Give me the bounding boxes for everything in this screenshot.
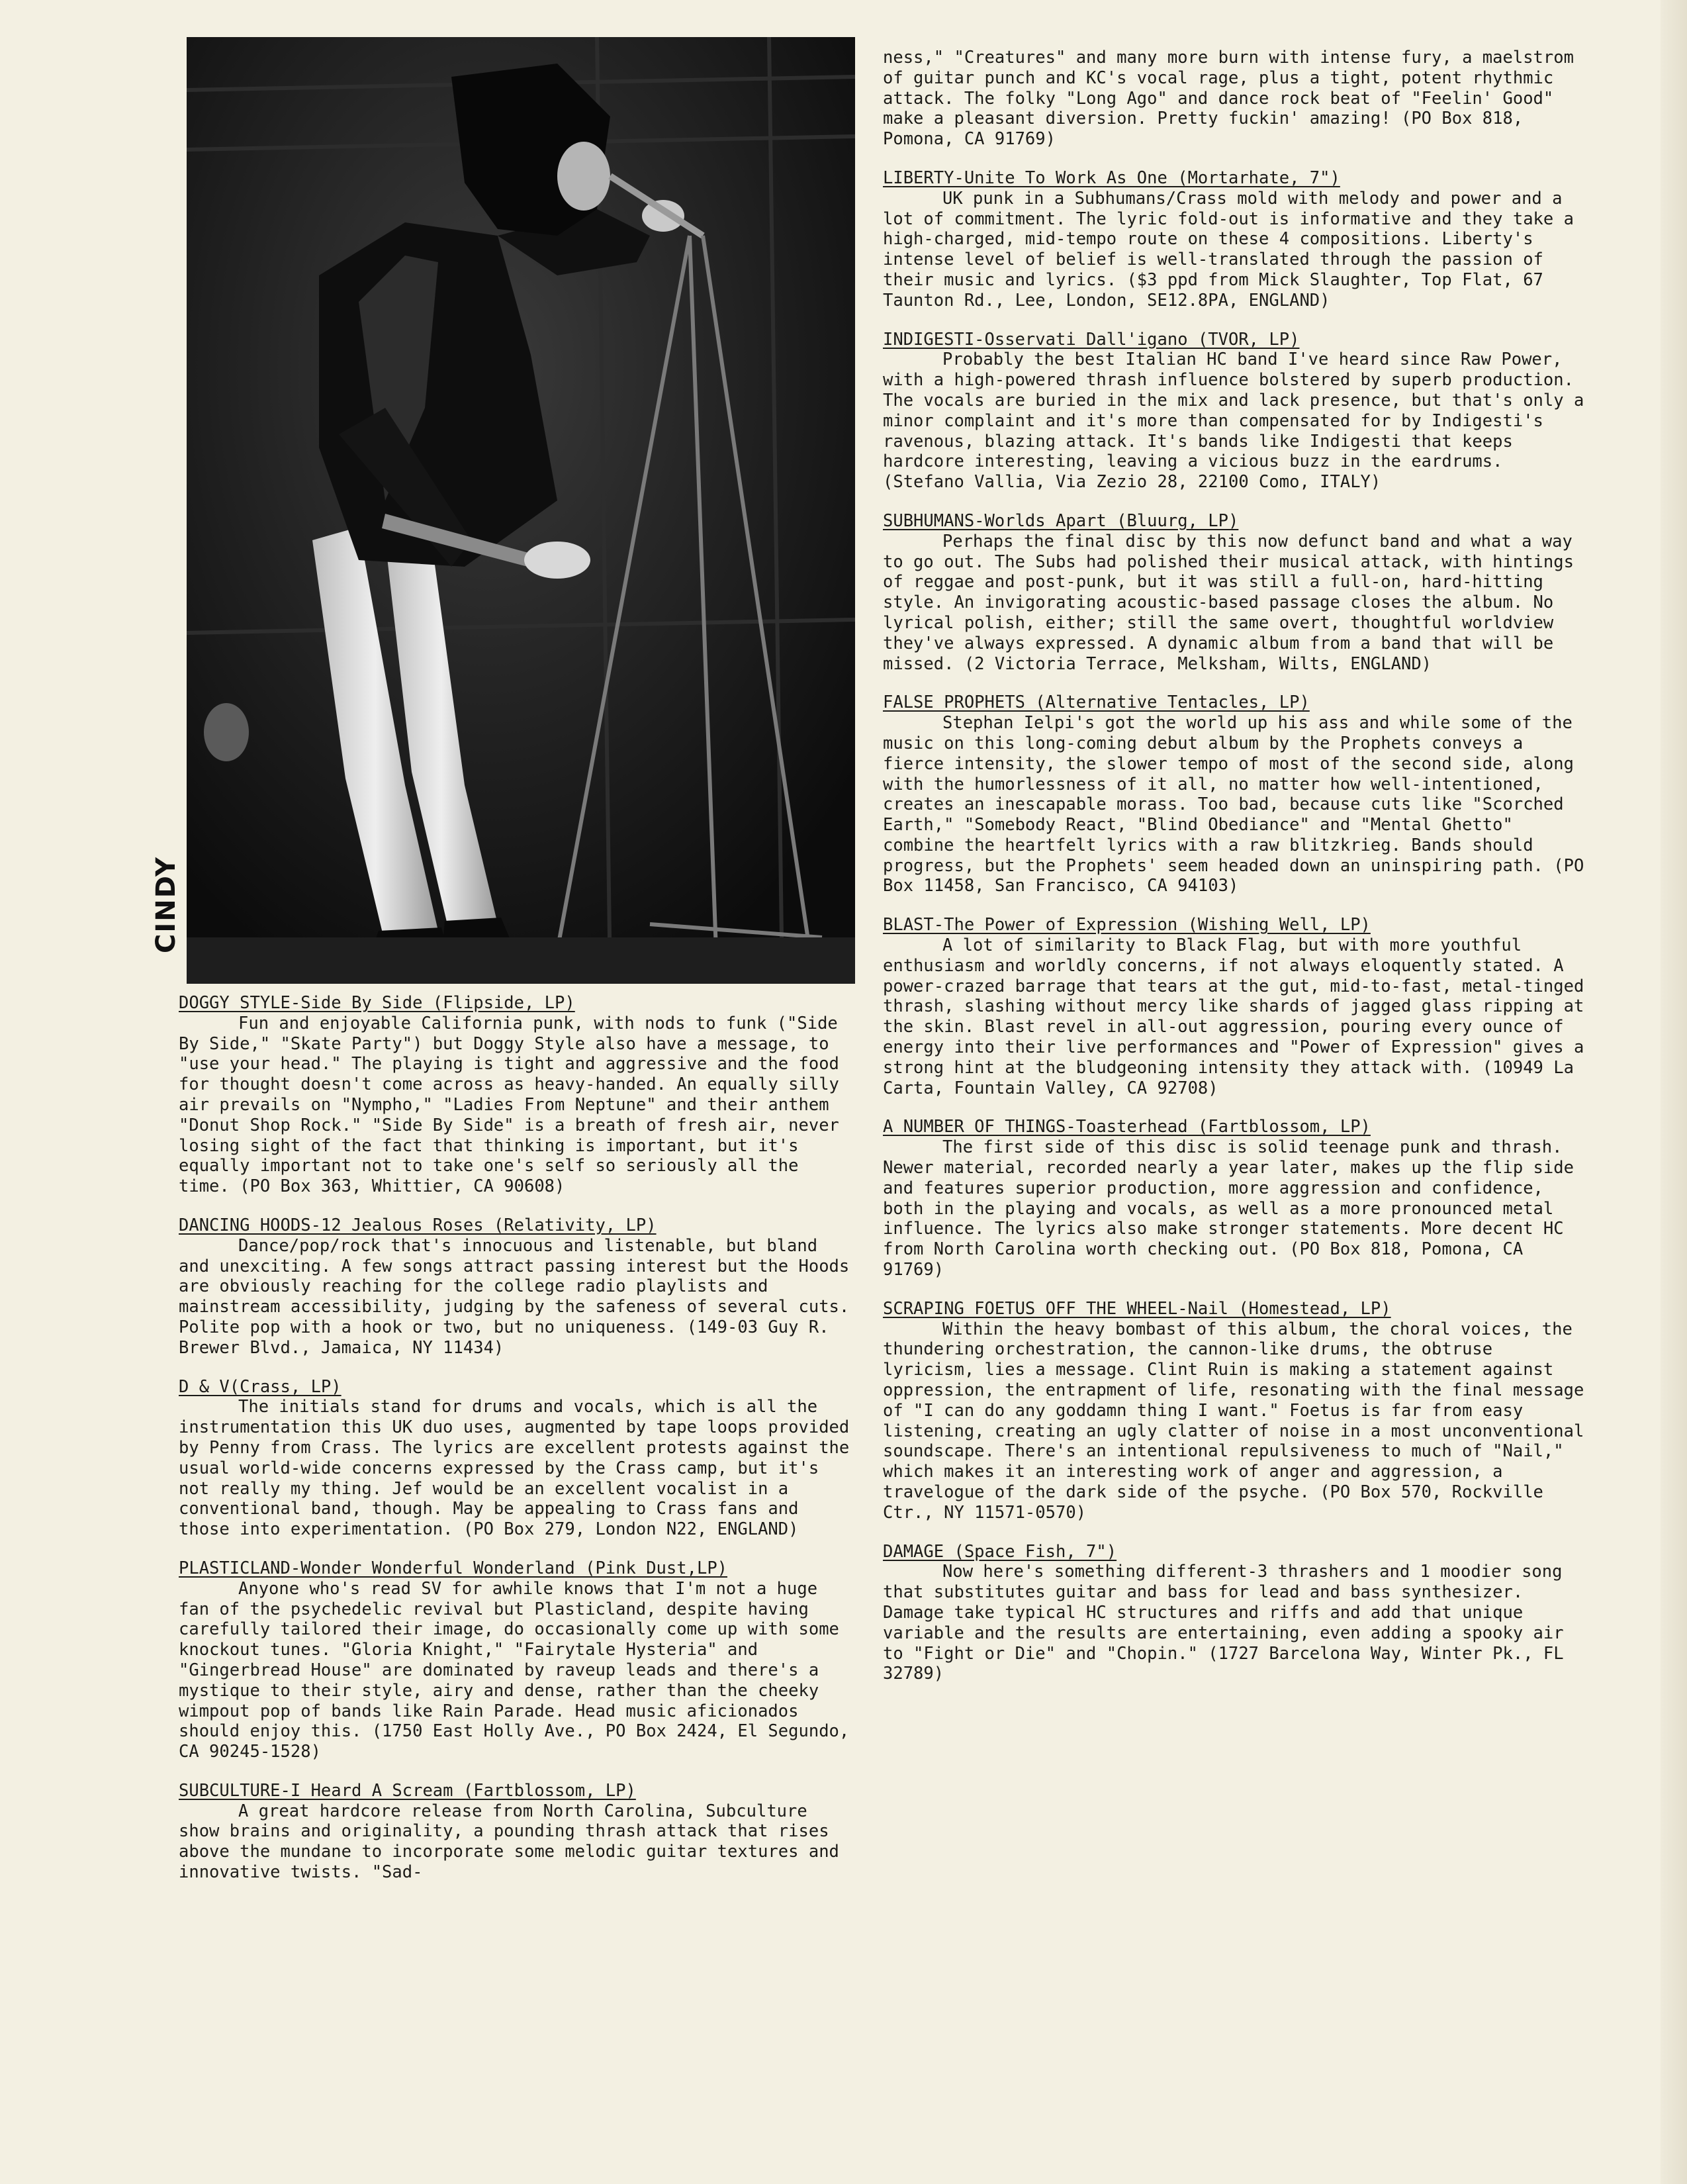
review-body: Fun and enjoyable California punk, with nods to funk ("Side By Side," "Skate Party") but Doggy Style also have a message, to "use your head." The playing is tight and aggressive and the food for thought doesn't come across as heavy-handed. An equally silly air prevails on "Nympho," "Ladies From Neptune" and their anthem "Donut Shop Rock." "Side By Side" is a breath of fresh air, never losing sight of the fact that thinking is important, but it's equally important not to take one's self so seriously all the time. (PO Box 363, Whittier, CA 90608): [179, 1013, 839, 1197]
review-body: The initials stand for drums and vocals, which is all the instrumentation this UK duo uses, augmented by tape loops provided by Penny from Crass. The lyrics are excellent protests against the usual world-wide concerns expressed by the Crass camp, but it's not really my thing. Jef would be an excellent vocalist in a conventional band, though. May be appealing to Crass fans and those into experimentation. (PO Box 279, London N22, ENGLAND): [179, 1397, 850, 1540]
review-subhumans: [883, 511, 1584, 674]
review-body: Anyone who's read SV for awhile knows that I'm not a huge fan of the psychedelic revival but Plasticland, despite having carefully tailored their image, do occasionally come up with some knockout tunes. "Gloria Knight," "Fairytale Hysteria" and "Gingerbread House" are dominated by raveup leads and there's a mystique to their style, airy and dense, rather than the cheeky wimpout pop of bands like Rain Parade. Head music aficionados should enjoy this. (1750 East Holly Ave., PO Box 2424, El Segundo, CA 90245-1528): [179, 1578, 850, 1762]
review-plasticland: [179, 1558, 854, 1762]
photo-credit: CINDY: [151, 856, 181, 953]
review-body: Within the heavy bombast of this album, the choral voices, the thundering orchestration, the cannon-like drums, the obtruse lyricism, lies a message. Clint Ruin is making a statement against oppression, the entrapment of life, resonating with the final message of "I can do any goddamn thing I want." Foetus is far from easy listening, creating an ugly clatter of noise in a most unconventional soundscape. There's an intentional repulsiveness to much of "Nail," which makes it an interesting work of anger and aggression, a travelogue of the dark side of the psyche. (PO Box 570, Rockville Ctr., NY 11571-0570): [883, 1319, 1584, 1523]
review-scraping-foetus: [883, 1299, 1584, 1523]
review-false-prophets: [883, 692, 1584, 896]
review-heading: SUBHUMANS-Worlds Apart (Bluurg, LP): [883, 510, 1239, 531]
review-subculture-continued: [883, 48, 1584, 150]
review-heading: SCRAPING FOETUS OFF THE WHEEL-Nail (Homestead, LP): [883, 1298, 1391, 1319]
page-edge: [1661, 0, 1687, 2184]
review-body: Now here's something different-3 thrashers and 1 moodier song that substitutes guitar and bass for lead and bass synthesizer. Damage take typical HC structures and riffs and add that unique variable and the results are entertaining, even adding a spooky air to "Fight or Die" and "Chopin." (1727 Barcelona Way, Winter Pk., FL 32789): [883, 1562, 1564, 1684]
review-heading: DANCING HOODS-12 Jealous Roses (Relativity, LP): [179, 1215, 657, 1235]
review-body: ness," "Creatures" and many more burn with intense fury, a maelstrom of guitar punch and KC's vocal rage, plus a tight, potent rhythmic attack. The folky "Long Ago" and dance rock beat of "Feelin' Good" make a pleasant diversion. Pretty fuckin' amazing! (PO Box 818, Pomona, CA 91769): [883, 48, 1574, 150]
review-doggy-style: [179, 993, 854, 1197]
review-body: Stephan Ielpi's got the world up his ass and while some of the music on this long-coming debut album by the Prophets conveys a fierce intensity, the slower tempo of most of the second side, along with the humorlessness of it all, no matter how well-intentioned, creates an inescapable morass. Too bad, because cuts like "Scorched Earth," "Somebody React, "Blind Obediance" and "Mental Ghetto" combine the heartfelt lyrics with a raw blitzkrieg. Bands should progress, but the Prophets' seem headed down an uninspiring path. (PO Box 11458, San Francisco, CA 94103): [883, 713, 1584, 896]
review-heading: FALSE PROPHETS (Alternative Tentacles, LP): [883, 692, 1310, 713]
review-heading: INDIGESTI-Osservati Dall'igano (TVOR, LP): [883, 329, 1300, 350]
review-body: A lot of similarity to Black Flag, but with more youthful enthusiasm and worldly concerns, if not always eloquently stated. A power-crazed barrage that tears at the gut, mid-to-fast, metal-tinged thrash, slashing without mercy like shards of jagged glass ripping at the skin. Blast revel in all-out aggression, pouring every ounce of energy into their live performances and "Power of Expression" gives a strong hint at the bludgeoning intensity they attack with. (10949 La Carta, Fountain Valley, CA 92708): [883, 935, 1584, 1098]
review-a-number-of-things: [883, 1117, 1584, 1280]
concert-photo: [187, 37, 855, 984]
reviews-column-left: [179, 993, 854, 1901]
review-damage: [883, 1542, 1584, 1685]
review-heading: DAMAGE (Space Fish, 7"): [883, 1541, 1117, 1562]
review-indigesti: [883, 330, 1584, 493]
review-heading: D & V(Crass, LP): [179, 1376, 342, 1397]
review-dancing-hoods: [179, 1215, 854, 1358]
review-body: UK punk in a Subhumans/Crass mold with melody and power and a lot of commitment. The lyric fold-out is informative and they take a high-charged, mid-tempo route on these 4 compositions. Liberty's intense level of belief is well-translated through the passion of their music and lyrics. ($3 ppd from Mick Slaughter, Top Flat, 67 Taunton Rd., Lee, London, SE12.8PA, ENGLAND): [883, 188, 1574, 310]
review-heading: A NUMBER OF THINGS-Toasterhead (Fartblossom, LP): [883, 1117, 1371, 1137]
review-body: A great hardcore release from North Carolina, Subculture show brains and originality, a pounding thrash attack that rises above the mundane to incorporate some melodic guitar textures and innovative twists. "Sad-: [179, 1801, 839, 1883]
review-blast: [883, 915, 1584, 1098]
review-heading: SUBCULTURE-I Heard A Scream (Fartblossom, LP): [179, 1780, 636, 1801]
review-heading: BLAST-The Power of Expression (Wishing Well, LP): [883, 915, 1371, 935]
review-body: Perhaps the final disc by this now defunct band and what a way to go out. The Subs had polished their musical attack, with hintings of reggae and post-punk, but it was still a full-on, hard-hitting style. An invigorating acoustic-based passage closes the album. No lyrical polish, either; still the same overt, thoughtful worldview they've always expressed. A dynamic album from a band that will be missed. (2 Victoria Terrace, Melksham, Wilts, ENGLAND): [883, 531, 1574, 674]
review-body: Probably the best Italian HC band I've heard since Raw Power, with a high-powered thrash influence bolstered by superb production. The vocals are buried in the mix and lack presence, but that's only a minor complaint and it's more than compensated for by Indigesti's ravenous, blazing attack. It's bands like Indigesti that keeps hardcore interesting, leaving a vicious buzz in the eardrums. (Stefano Vallia, Via Zezio 28, 22100 Como, ITALY): [883, 350, 1584, 493]
review-heading: PLASTICLAND-Wonder Wonderful Wonderland (Pink Dust,LP): [179, 1558, 728, 1578]
review-heading: DOGGY STYLE-Side By Side (Flipside, LP): [179, 993, 575, 1013]
review-subculture: [179, 1781, 854, 1883]
review-liberty: [883, 168, 1584, 311]
review-body: The first side of this disc is solid teenage punk and thrash. Newer material, recorded nearly a year later, makes up the flip side and features superior production, more aggression and confidence, both in the playing and vocals, as well as a more pronounced metal influence. The lyrics also make stronger statements. More decent HC from North Carolina worth checking out. (PO Box 818, Pomona, CA 91769): [883, 1137, 1574, 1280]
reviews-column-right: [883, 48, 1584, 1703]
review-d-and-v: [179, 1377, 854, 1540]
review-heading: LIBERTY-Unite To Work As One (Mortarhate, 7"): [883, 167, 1340, 188]
review-body: Dance/pop/rock that's innocuous and listenable, but bland and unexciting. A few songs attract passing interest but the Hoods are obviously reaching for the college radio playlists and mainstream accessibility, judging by the safeness of several cuts. Polite pop with a hook or two, but no uniqueness. (149-03 Guy R. Brewer Blvd., Jamaica, NY 11434): [179, 1235, 850, 1358]
